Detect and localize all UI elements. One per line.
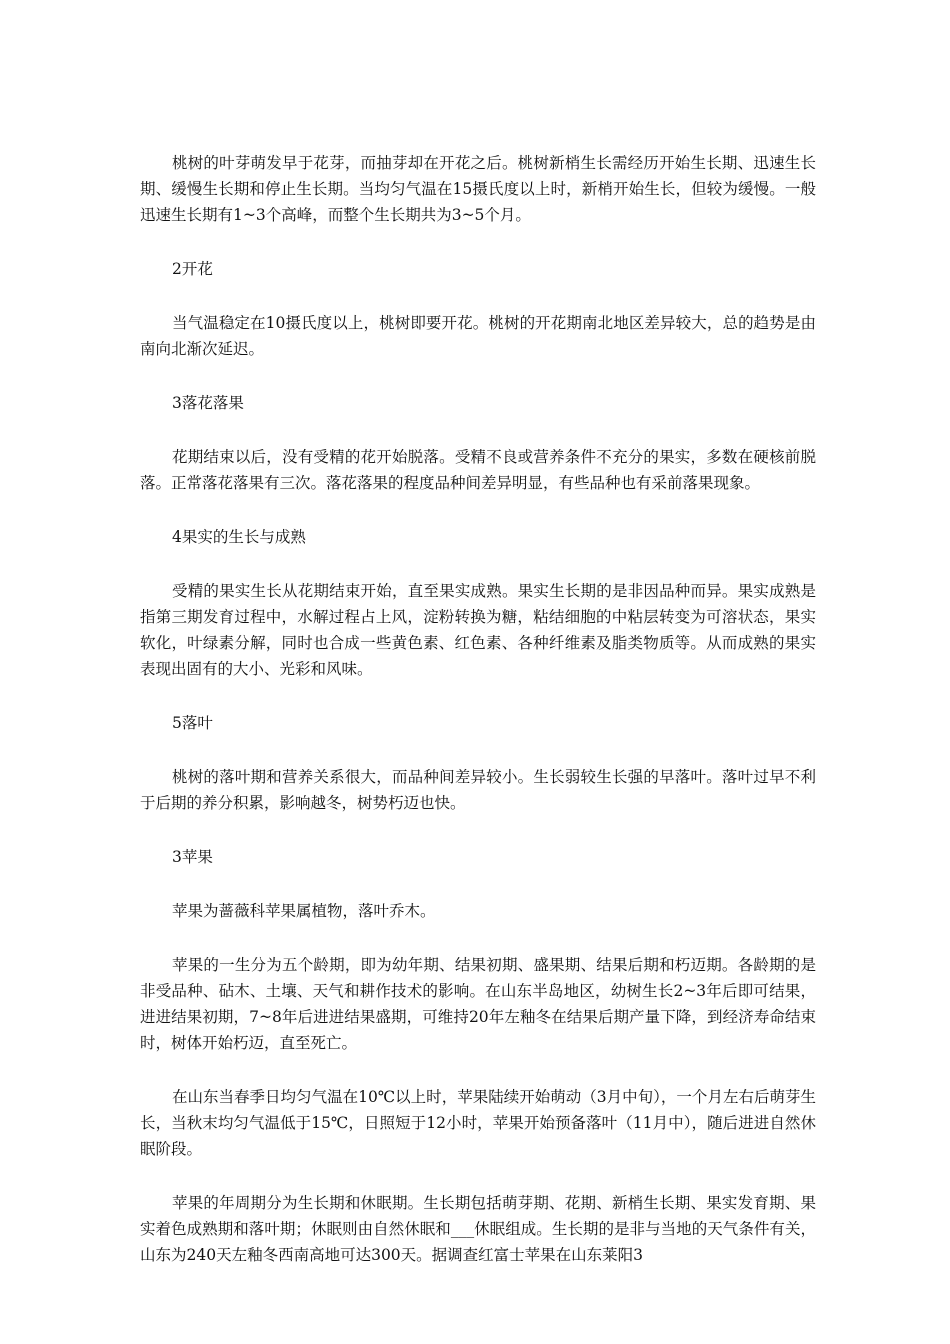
heading-flower-fruit-drop: 3落花落果 [172,394,244,412]
paragraph-flower-fruit-drop: 花期结束以后，没有受精的花开始脱落。受精不良或营养条件不充分的果实，多数在硬核前脱落。正常落花落果有三次。落花落果的程度品种间差异明显，有些品种也有采前落果现象。 [140,448,816,492]
paragraph-apple-life-stages: 苹果的一生分为五个龄期，即为幼年期、结果初期、盛果期、结果后期和朽迈期。各龄期的是非受品种、砧木、土壤、天气和耕作技术的影响。在山东半岛地区，幼树生长2~3年后即可结果，进进结果初期，7~8年后进进结果盛期，可维持20年左釉冬在结果后期产量下降，到经济寿命结束时，树体开始朽迈，直至死亡。 [140,956,816,1052]
heading-apple: 3苹果 [172,848,213,866]
paragraph-peach-shoot-growth: 桃树的叶芽萌发早于花芽，而抽芽却在开花之后。桃树新梢生长需经历开始生长期、迅速生长期、缓慢生长期和停止生长期。当均匀气温在15摄氏度以上时，新梢开始生长，但较为缓慢。一般迅速生长期有1~3个高峰，而整个生长期共为3~5个月。 [140,154,816,224]
paragraph-apple-annual-cycle: 苹果的年周期分为生长期和休眠期。生长期包括萌芽期、花期、新梢生长期、果实发育期、果实着色成熟期和落叶期；休眠则由自然休眠和___休眠组成。生长期的是非与当地的天气条件有关，山东为240天左釉冬西南高地可达300天。据调查红富士苹果在山东莱阳3 [140,1194,816,1264]
paragraph-leaf-fall: 桃树的落叶期和营养关系很大，而品种间差异较小。生长弱较生长强的早落叶。落叶过早不利于后期的养分积累，影响越冬，树势朽迈也快。 [140,768,816,812]
paragraph-apple-dormancy: 在山东当春季日均匀气温在10℃以上时，苹果陆续开始萌动（3月中旬），一个月左右后萌芽生长，当秋末均匀气温低于15℃，日照短于12小时，苹果开始预备落叶（11月中），随后进进自然休眠阶段。 [140,1088,816,1158]
paragraph-apple-intro: 苹果为蔷薇科苹果属植物，落叶乔木。 [172,902,436,920]
heading-fruit-growth: 4果实的生长与成熟 [172,528,306,546]
heading-leaf-fall: 5落叶 [172,714,213,732]
paragraph-fruit-growth: 受精的果实生长从花期结束开始，直至果实成熟。果实生长期的是非因品种而异。果实成熟是指第三期发育过程中，水解过程占上风，淀粉转换为糖，粘结细胞的中粘层转变为可溶状态，果实软化，叶绿素分解，同时也合成一些黄色素、红色素、各种纤维素及脂类物质等。从而成熟的果实表现出固有的大小、光彩和风味。 [140,582,816,678]
heading-flowering: 2开花 [172,260,213,278]
paragraph-flowering: 当气温稳定在10摄氏度以上，桃树即要开花。桃树的开花期南北地区差异较大，总的趋势是由南向北渐次延迟。 [140,314,816,358]
document-body [140,150,816,1296]
